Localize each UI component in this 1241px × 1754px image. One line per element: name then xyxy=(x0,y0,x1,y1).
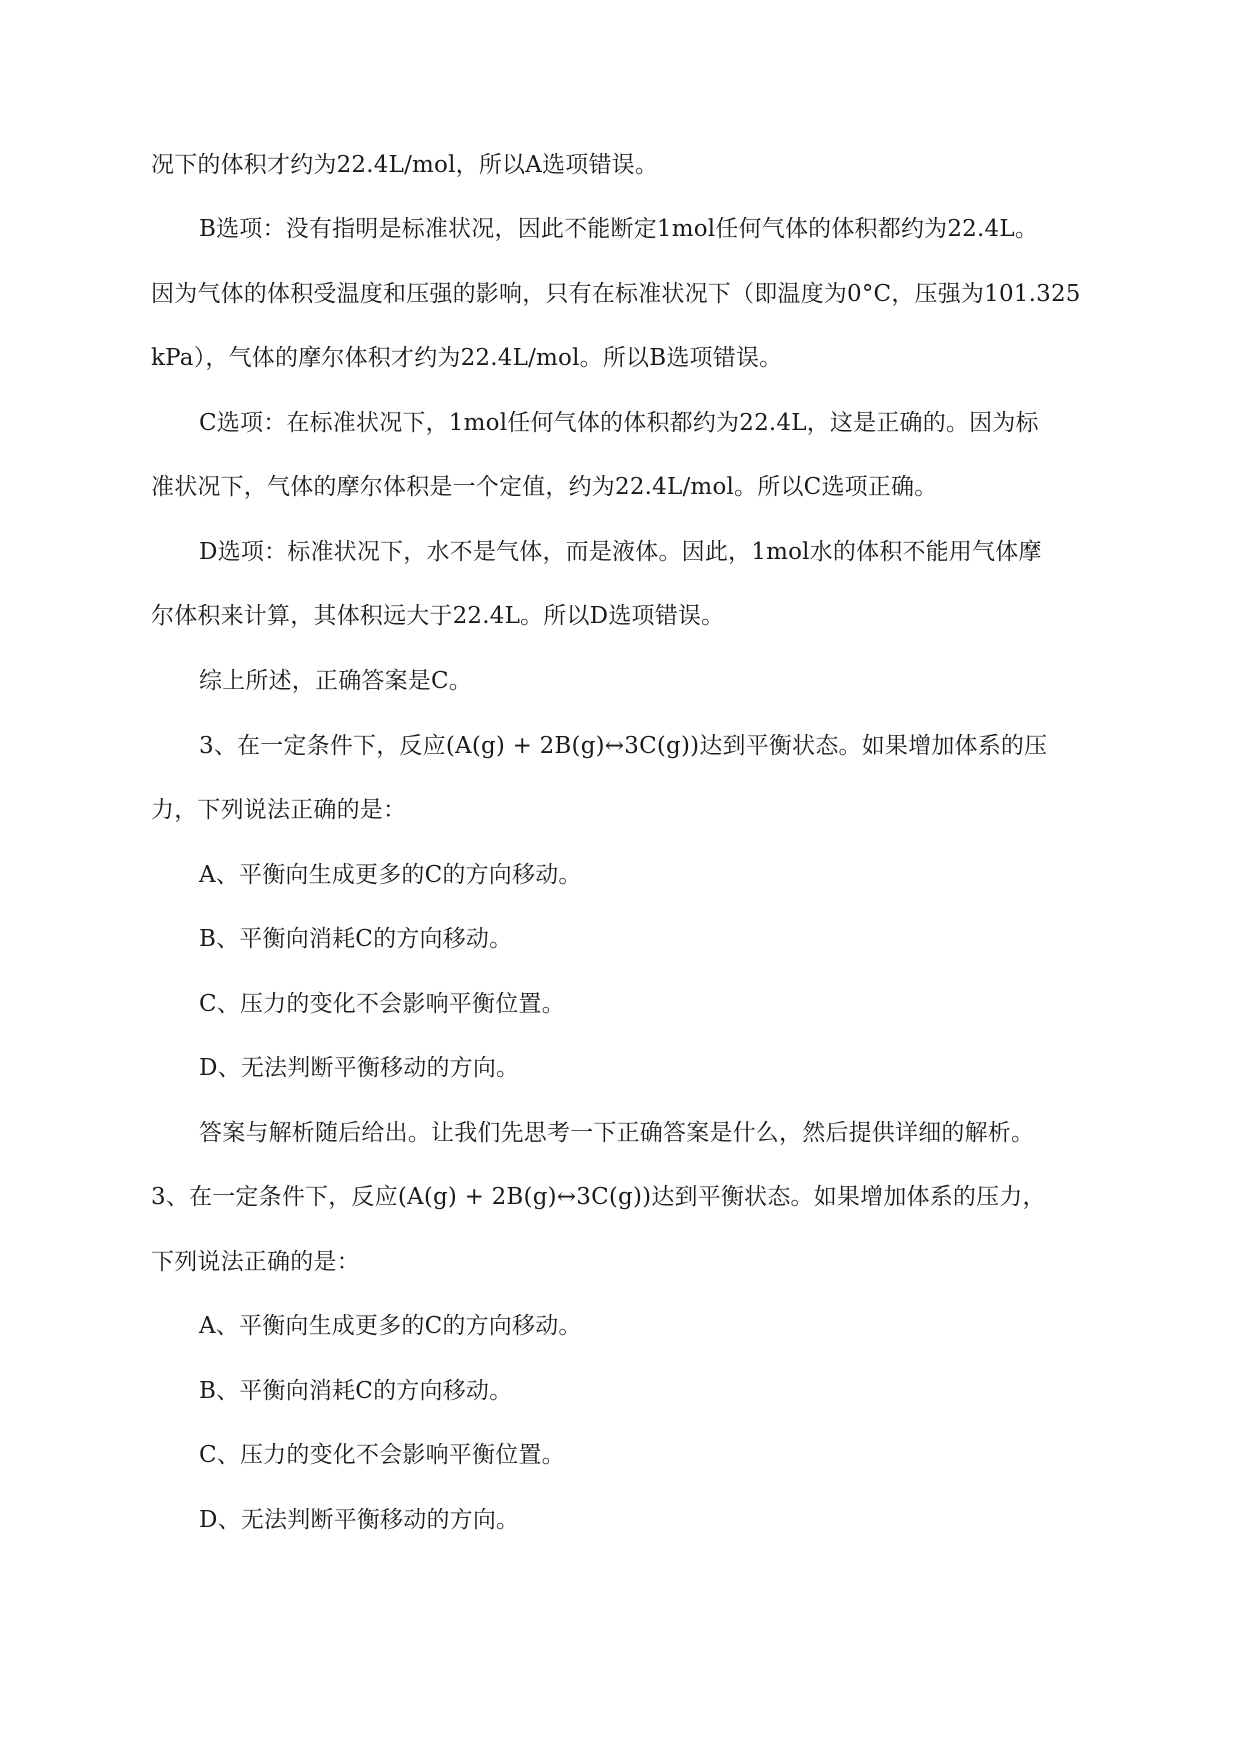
paragraph-line: 准状况下，气体的摩尔体积是一个定值，约为22.4L/mol。所以C选项正确。 xyxy=(151,474,938,500)
paragraph-line: D选项：标准状况下，水不是气体，而是液体。因此，1mol水的体积不能用气体摩 xyxy=(199,539,1042,565)
paragraph-line: 综上所述，正确答案是C。 xyxy=(199,668,472,694)
question-text: 3、在一定条件下，反应(A(g) + 2B(g)↔3C(g))达到平衡状态。如果增加体系的压力， xyxy=(151,1184,1046,1210)
option-c: C、压力的变化不会影响平衡位置。 xyxy=(199,991,565,1017)
paragraph-line: C选项：在标准状况下，1mol任何气体的体积都约为22.4L，这是正确的。因为标 xyxy=(199,410,1039,436)
paragraph-line: 况下的体积才约为22.4L/mol，所以A选项错误。 xyxy=(151,152,659,178)
question-text: 力，下列说法正确的是： xyxy=(151,797,407,823)
option-a: A、平衡向生成更多的C的方向移动。 xyxy=(199,1313,582,1339)
option-d: D、无法判断平衡移动的方向。 xyxy=(199,1055,520,1081)
option-b: B、平衡向消耗C的方向移动。 xyxy=(199,926,513,952)
question-text: 3、在一定条件下，反应(A(g) + 2B(g)↔3C(g))达到平衡状态。如果增加体系的压 xyxy=(199,733,1048,759)
option-b: B、平衡向消耗C的方向移动。 xyxy=(199,1378,513,1404)
option-a: A、平衡向生成更多的C的方向移动。 xyxy=(199,862,582,888)
paragraph-line: B选项：没有指明是标准状况，因此不能断定1mol任何气体的体积都约为22.4L。 xyxy=(199,216,1039,242)
paragraph-line: 答案与解析随后给出。让我们先思考一下正确答案是什么，然后提供详细的解析。 xyxy=(199,1120,1035,1146)
paragraph-line: 尔体积来计算，其体积远大于22.4L。所以D选项错误。 xyxy=(151,603,725,629)
question-text: 下列说法正确的是： xyxy=(151,1249,360,1275)
paragraph-line: kPa），气体的摩尔体积才约为22.4L/mol。所以B选项错误。 xyxy=(151,345,783,371)
option-d: D、无法判断平衡移动的方向。 xyxy=(199,1507,520,1533)
paragraph-line: 因为气体的体积受温度和压强的影响，只有在标准状况下（即温度为0°C，压强为101.325 xyxy=(151,281,1081,307)
option-c: C、压力的变化不会影响平衡位置。 xyxy=(199,1442,565,1468)
